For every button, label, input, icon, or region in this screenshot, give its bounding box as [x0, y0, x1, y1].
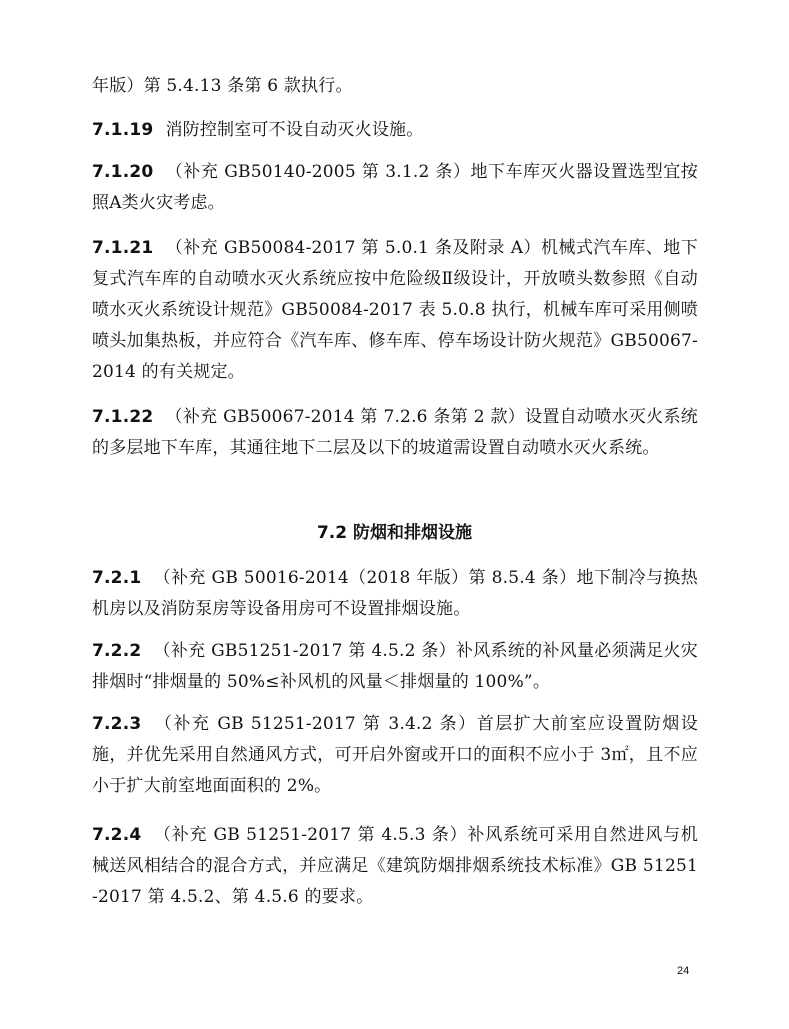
clause-number: 7.1.22: [92, 407, 154, 427]
clause-text: （补充 GB50084-2017 第 5.0.1 条及附录 A）机械式汽车库、地下复式汽车库的自动喷水灭火系统应按中危险级Ⅱ级设计，开放喷头数参照《自动喷水灭火系统设计规范》GB50084-2017 表 5.0.8 执行，机械车库可采用侧喷喷头加集热板，并应符合《汽车库、修车库、停车场设计防火规范》GB50067-2014 的有关规定。: [92, 238, 698, 382]
clause-7-1-22: [92, 402, 698, 464]
clause-7-1-19: [92, 115, 698, 146]
clause-number: 7.1.20: [92, 162, 154, 182]
clause-7-1-20: [92, 157, 698, 219]
clause-number: 7.2.1: [92, 568, 142, 588]
clause-number: 7.1.19: [92, 120, 154, 140]
clause-7-2-2: [92, 636, 698, 698]
clause-text: （补充 GB51251-2017 第 4.5.2 条）补风系统的补风量必须满足火灾排烟时“排烟量的 50%≤补风机的风量＜排烟量的 100%”。: [92, 641, 698, 692]
clause-7-2-3: [92, 709, 698, 802]
section-heading: 7.2 防烟和排烟设施: [316, 523, 473, 543]
clause-number: 7.1.21: [92, 238, 154, 258]
clause-number: 7.2.4: [92, 825, 142, 845]
clause-text: （补充 GB50067-2014 第 7.2.6 条第 2 款）设置自动喷水灭火系统的多层地下车库，其通往地下二层及以下的坡道需设置自动喷水灭火系统。: [92, 407, 698, 458]
paragraph-continuation: [92, 71, 698, 102]
clause-number: 7.2.2: [92, 641, 142, 661]
clause-text: （补充 GB 51251-2017 第 3.4.2 条）首层扩大前室应设置防烟设施，并优先采用自然通风方式，可开启外窗或开口的面积不应小于 3㎡，且不应小于扩大前室地面面积的 2%。: [92, 714, 698, 796]
clause-text: 消防控制室可不设自动灭火设施。: [165, 120, 424, 140]
clause-7-2-1: [92, 563, 698, 625]
clause-text: （补充 GB 50016-2014（2018 年版）第 8.5.4 条）地下制冷与换热机房以及消防泵房等设备用房可不设置排烟设施。: [92, 568, 698, 619]
clause-number: 7.2.3: [92, 714, 142, 734]
clause-text: （补充 GB 51251-2017 第 4.5.3 条）补风系统可采用自然进风与机械送风相结合的混合方式，并应满足《建筑防烟排烟系统技术标准》GB 51251-2017 第 4.5.2、第 4.5.6 的要求。: [92, 825, 698, 907]
paragraph-text: 年版）第 5.4.13 条第 6 款执行。: [92, 76, 353, 96]
clause-7-1-21: [92, 233, 698, 388]
clause-text: （补充 GB50140-2005 第 3.1.2 条）地下车库灭火器设置选型宜按照A类火灾考虑。: [92, 162, 698, 213]
page-number: 24: [677, 965, 690, 977]
clause-7-2-4: [92, 820, 698, 913]
